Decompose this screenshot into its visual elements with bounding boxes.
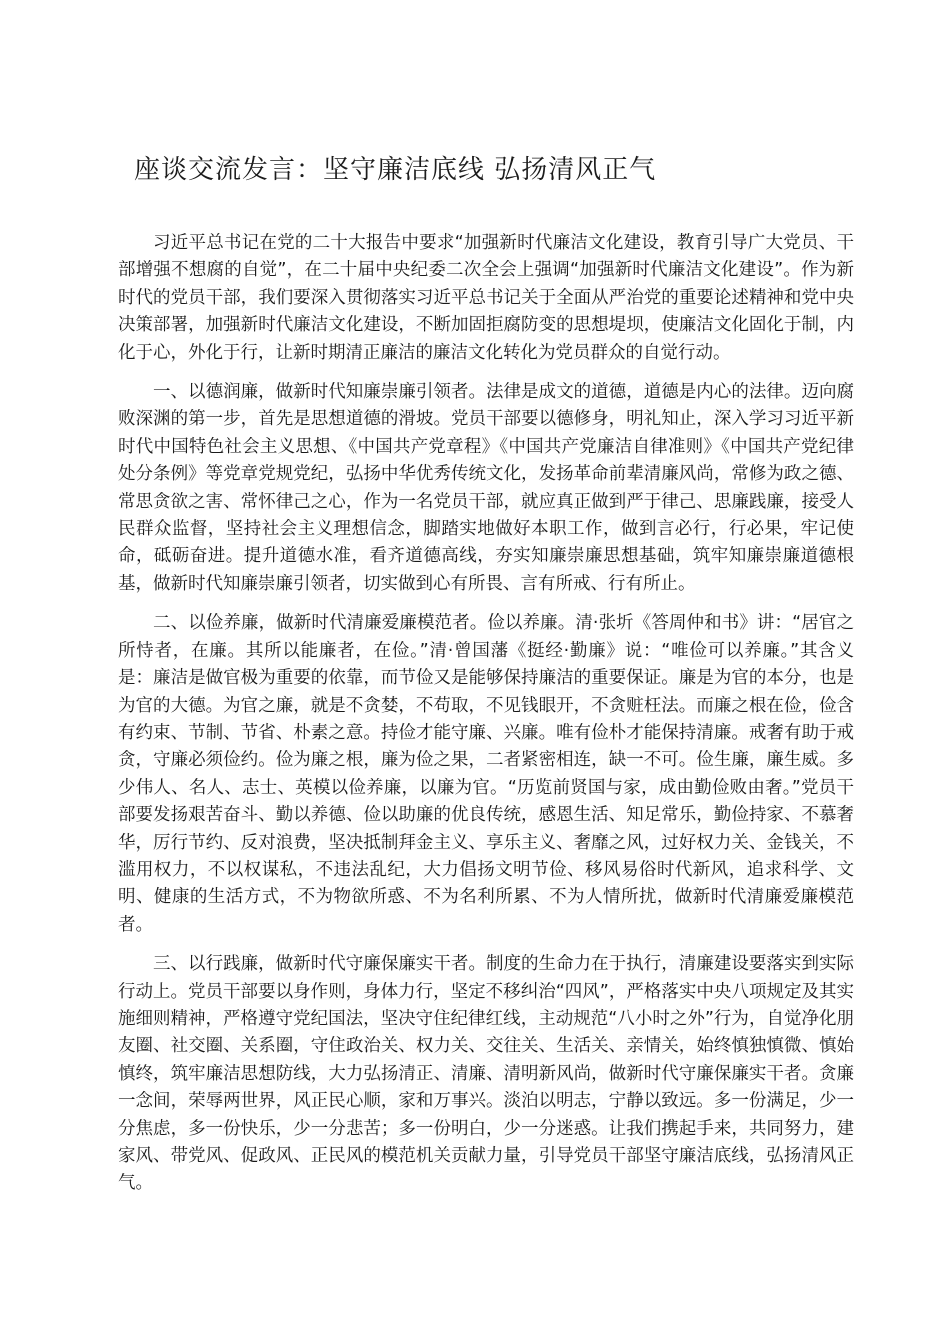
section-one-paragraph: 一、以德润廉，做新时代知廉崇廉引领者。法律是成文的道德，道德是内心的法律。迈向腐败深渊的第一步，首先是思想道德的滑坡。党员干部要以德修身，明礼知止，深入学习习近平新时代中国特色社会主义思想、《中国共产党章程》《中国共产党廉洁自律准则》《中国共产党纪律处分条例》等党章党规党纪，弘扬中华优秀传统文化，发扬革命前辈清廉风尚，常修为政之德、常思贪欲之害、常怀律己之心，作为一名党员干部，就应真正做到严于律己、思廉践廉，接受人民群众监督，坚持社会主义理想信念，脚踏实地做好本职工作，做到言必行，行必果，牢记使命，砥砺奋进。提升道德水准，看齐道德高线，夯实知廉崇廉思想基础，筑牢知廉崇廉道德根基，做新时代知廉崇廉引领者，切实做到心有所畏、言有所戒、行有所止。 bbox=[118, 382, 854, 594]
section-three-paragraph: 三、以行践廉，做新时代守廉保廉实干者。制度的生命力在于执行，清廉建设要落实到实际行动上。党员干部要以身作则，身体力行，坚定不移纠治“四风”，严格落实中央八项规定及其实施细则精神，严格遵守党纪国法，坚决守住纪律红线，主动规范“八小时之外”行为，自觉净化朋友圈、社交圈、关系圈，守住政治关、权力关、交往关、生活关、亲情关，始终慎独慎微、慎始慎终，筑牢廉洁思想防线，大力弘扬清正、清廉、清明新风尚，做新时代守廉保廉实干者。贪廉一念间，荣辱两世界，风正民心顺，家和万事兴。淡泊以明志，宁静以致远。多一份满足，少一分焦虑，多一份快乐，少一分悲苦；多一份明白，少一分迷惑。让我们携起手来，共同努力，建家风、带党风、促政风、正民风的模范机关贡献力量，引导党员干部坚守廉洁底线，弘扬清风正气。 bbox=[118, 954, 854, 1194]
section-two-paragraph: 二、以俭养廉，做新时代清廉爱廉模范者。俭以养廉。清·张圻《答周仲和书》讲：“居官之所恃者，在廉。其所以能廉者，在俭。”清·曾国藩《挺经·勤廉》说：“唯俭可以养廉。”其含义是：廉洁是做官极为重要的依靠，而节俭又是能够保持廉洁的重要保证。廉是为官的本分，也是为官的大德。为官之廉，就是不贪婪，不苟取，不见钱眼开，不贪赃枉法。而廉之根在俭，俭含有约束、节制、节省、朴素之意。持俭才能守廉、兴廉。唯有俭朴才能保持清廉。戒奢有助于戒贪，守廉必须俭约。俭为廉之根，廉为俭之果，二者紧密相连，缺一不可。俭生廉，廉生威。多少伟人、名人、志士、英模以俭养廉，以廉为官。“历览前贤国与家，成由勤俭败由奢。”党员干部要发扬艰苦奋斗、勤以养德、俭以助廉的优良传统，感恩生活、知足常乐，勤俭持家、不慕奢华，厉行节约、反对浪费，坚决抵制拜金主义、享乐主义、奢靡之风，过好权力关、金钱关，不滥用权力，不以权谋私，不违法乱纪，大力倡扬文明节俭、移风易俗时代新风，追求科学、文明、健康的生活方式，不为物欲所惑、不为名利所累、不为人情所扰，做新时代清廉爱廉模范者。 bbox=[118, 613, 854, 935]
intro-paragraph: 习近平总书记在党的二十大报告中要求“加强新时代廉洁文化建设，教育引导广大党员、干部增强不想腐的自觉”，在二十届中央纪委二次全会上强调“加强新时代廉洁文化建设”。作为新时代的党员干部，我们要深入贯彻落实习近平总书记关于全面从严治党的重要论述精神和党中央决策部署，加强新时代廉洁文化建设，不断加固拒腐防变的思想堤坝，使廉洁文化固化于制，内化于心，外化于行，让新时期清正廉洁的廉洁文化转化为党员群众的自觉行动。 bbox=[118, 233, 854, 363]
document-body bbox=[118, 230, 854, 1210]
document-title: 座谈交流发言：坚守廉洁底线 弘扬清风正气 bbox=[134, 155, 657, 185]
